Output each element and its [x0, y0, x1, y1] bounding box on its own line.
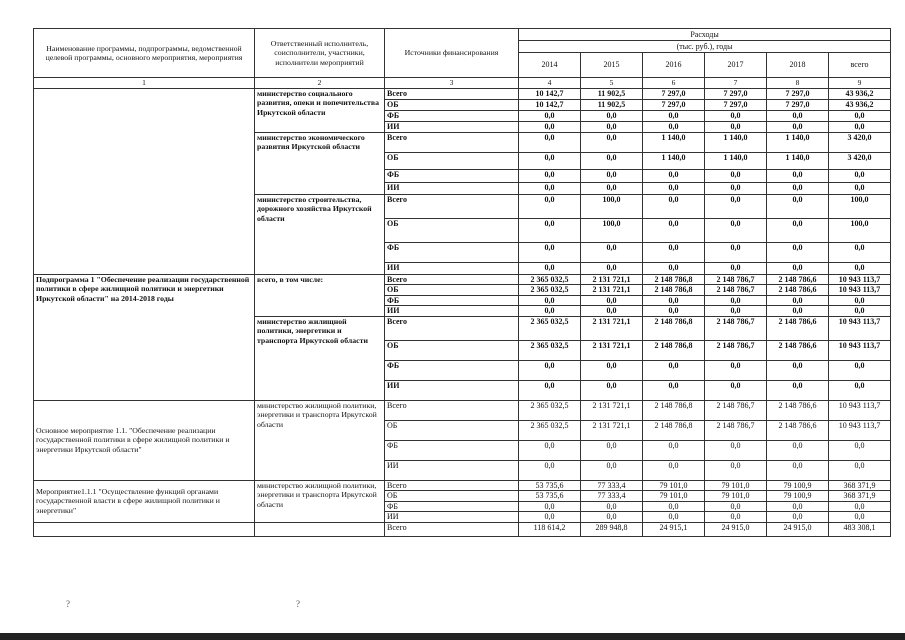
column-index: 6	[643, 78, 705, 89]
funding-source-cell: ИИ	[385, 262, 519, 274]
year-value-cell: 0,0	[705, 182, 767, 194]
year-value-cell: 0,0	[581, 440, 643, 460]
year-value-cell: 0,0	[767, 182, 829, 194]
total-value-cell: 10 943 113,7	[829, 340, 891, 360]
year-value-cell: 0,0	[643, 262, 705, 274]
funding-source-cell: ОБ	[385, 152, 519, 169]
funding-source-cell: ОБ	[385, 491, 519, 502]
year-value-cell: 79 100,9	[767, 480, 829, 491]
total-value-cell: 43 936,2	[829, 99, 891, 110]
total-value-cell: 10 943 113,7	[829, 285, 891, 296]
year-value-cell: 0,0	[643, 501, 705, 512]
year-value-cell: 0,0	[643, 512, 705, 523]
total-value-cell: 0,0	[829, 501, 891, 512]
header-name: Наименование программы, подпрограммы, ведомственной целевой программы, основного мероприятия, мероприятия	[34, 29, 255, 78]
year-value-cell: 7 297,0	[767, 88, 829, 99]
total-value-cell: 0,0	[829, 380, 891, 400]
year-value-cell: 0,0	[767, 360, 829, 380]
table-header	[34, 29, 891, 89]
funding-source-cell: ФБ	[385, 501, 519, 512]
year-value-cell: 0,0	[581, 152, 643, 169]
total-value-cell: 100,0	[829, 218, 891, 242]
year-value-cell: 0,0	[705, 242, 767, 262]
year-value-cell: 0,0	[643, 380, 705, 400]
year-value-cell: 1 140,0	[705, 132, 767, 152]
funding-source-cell: ФБ	[385, 242, 519, 262]
header-year-total: всего	[829, 53, 891, 78]
year-value-cell: 0,0	[767, 460, 829, 480]
funding-source-cell: ОБ	[385, 340, 519, 360]
year-value-cell: 2 148 786,7	[705, 340, 767, 360]
funding-source-cell: ОБ	[385, 420, 519, 440]
table-body	[34, 88, 891, 536]
year-value-cell: 1 140,0	[643, 152, 705, 169]
total-value-cell: 0,0	[829, 306, 891, 317]
year-value-cell: 0,0	[581, 110, 643, 121]
year-value-cell: 0,0	[643, 360, 705, 380]
year-value-cell: 0,0	[581, 132, 643, 152]
funding-source-cell: Всего	[385, 400, 519, 420]
year-value-cell: 0,0	[705, 306, 767, 317]
year-value-cell: 2 148 786,8	[643, 316, 705, 340]
year-value-cell: 2 131 721,1	[581, 420, 643, 440]
year-value-cell: 100,0	[581, 218, 643, 242]
year-value-cell: 0,0	[767, 194, 829, 218]
header-expenses: Расходы	[519, 29, 891, 41]
year-value-cell: 79 101,0	[643, 491, 705, 502]
year-value-cell: 2 148 786,7	[705, 316, 767, 340]
year-value-cell: 2 148 786,6	[767, 316, 829, 340]
year-value-cell: 0,0	[705, 169, 767, 182]
year-value-cell: 2 148 786,6	[767, 420, 829, 440]
year-value-cell: 0,0	[519, 501, 581, 512]
funding-source-cell: ОБ	[385, 285, 519, 296]
year-value-cell: 79 101,0	[643, 480, 705, 491]
year-value-cell: 0,0	[519, 121, 581, 132]
year-value-cell: 289 948,8	[581, 522, 643, 536]
year-value-cell: 10 142,7	[519, 88, 581, 99]
total-value-cell: 3 420,0	[829, 152, 891, 169]
total-value-cell: 100,0	[829, 194, 891, 218]
budget-table	[33, 28, 891, 537]
column-index: 3	[385, 78, 519, 89]
year-value-cell: 0,0	[643, 218, 705, 242]
funding-source-cell: ФБ	[385, 360, 519, 380]
header-units: (тыс. руб.), годы	[519, 41, 891, 53]
year-value-cell: 0,0	[643, 242, 705, 262]
total-value-cell: 0,0	[829, 360, 891, 380]
year-value-cell: 0,0	[519, 360, 581, 380]
executor-cell: министерство экономического развития Иркутской области	[255, 132, 385, 194]
year-value-cell: 2 148 786,6	[767, 340, 829, 360]
year-value-cell: 0,0	[581, 460, 643, 480]
year-value-cell: 2 148 786,6	[767, 274, 829, 285]
executor-cell: министерство жилищной политики, энергетики и транспорта Иркутской области	[255, 400, 385, 480]
year-value-cell: 2 148 786,7	[705, 274, 767, 285]
year-value-cell: 0,0	[767, 121, 829, 132]
total-value-cell: 10 943 113,7	[829, 274, 891, 285]
year-value-cell: 0,0	[581, 121, 643, 132]
column-index: 7	[705, 78, 767, 89]
year-value-cell: 0,0	[643, 110, 705, 121]
funding-source-cell: ИИ	[385, 182, 519, 194]
year-value-cell: 2 148 786,6	[767, 400, 829, 420]
year-value-cell: 2 131 721,1	[581, 340, 643, 360]
year-value-cell: 0,0	[519, 512, 581, 523]
year-value-cell: 2 365 032,5	[519, 316, 581, 340]
year-value-cell: 2 148 786,8	[643, 420, 705, 440]
year-value-cell: 0,0	[519, 218, 581, 242]
year-value-cell: 0,0	[767, 262, 829, 274]
year-value-cell: 2 365 032,5	[519, 400, 581, 420]
year-value-cell: 2 131 721,1	[581, 274, 643, 285]
funding-source-cell: ФБ	[385, 110, 519, 121]
year-value-cell: 0,0	[767, 110, 829, 121]
year-value-cell: 0,0	[643, 182, 705, 194]
total-value-cell: 368 371,9	[829, 491, 891, 502]
total-value-cell: 483 308,1	[829, 522, 891, 536]
footer-mark: ?	[66, 599, 70, 609]
year-value-cell: 11 902,5	[581, 99, 643, 110]
total-value-cell: 0,0	[829, 121, 891, 132]
year-value-cell: 2 365 032,5	[519, 274, 581, 285]
year-value-cell: 0,0	[705, 501, 767, 512]
header-year: 2015	[581, 53, 643, 78]
year-value-cell: 1 140,0	[705, 152, 767, 169]
year-value-cell: 0,0	[705, 380, 767, 400]
year-value-cell: 7 297,0	[643, 88, 705, 99]
year-value-cell: 2 148 786,8	[643, 274, 705, 285]
total-value-cell: 0,0	[829, 512, 891, 523]
year-value-cell: 0,0	[705, 218, 767, 242]
year-value-cell: 0,0	[519, 194, 581, 218]
year-value-cell: 0,0	[519, 460, 581, 480]
year-value-cell: 118 614,2	[519, 522, 581, 536]
year-value-cell: 2 131 721,1	[581, 316, 643, 340]
year-value-cell: 0,0	[519, 152, 581, 169]
year-value-cell: 0,0	[519, 132, 581, 152]
total-value-cell: 0,0	[829, 460, 891, 480]
year-value-cell: 0,0	[519, 182, 581, 194]
year-value-cell: 1 140,0	[767, 152, 829, 169]
year-value-cell: 24 915,1	[643, 522, 705, 536]
year-value-cell: 0,0	[519, 169, 581, 182]
year-value-cell: 11 902,5	[581, 88, 643, 99]
year-value-cell: 0,0	[581, 242, 643, 262]
year-value-cell: 0,0	[581, 306, 643, 317]
year-value-cell: 0,0	[643, 194, 705, 218]
total-value-cell: 0,0	[829, 169, 891, 182]
funding-source-cell: ОБ	[385, 99, 519, 110]
year-value-cell: 2 148 786,7	[705, 420, 767, 440]
scan-edge	[0, 633, 905, 640]
funding-source-cell: ФБ	[385, 440, 519, 460]
year-value-cell: 0,0	[643, 121, 705, 132]
total-value-cell: 0,0	[829, 182, 891, 194]
table-row	[34, 274, 891, 285]
year-value-cell: 2 131 721,1	[581, 400, 643, 420]
year-value-cell: 0,0	[705, 262, 767, 274]
funding-source-cell: ИИ	[385, 380, 519, 400]
executor-cell: министерство жилищной политики, энергетики и транспорта Иркутской области	[255, 316, 385, 400]
year-value-cell: 0,0	[519, 440, 581, 460]
total-value-cell: 10 943 113,7	[829, 316, 891, 340]
year-value-cell: 0,0	[705, 110, 767, 121]
year-value-cell: 2 148 786,8	[643, 340, 705, 360]
year-value-cell: 0,0	[581, 512, 643, 523]
program-name-cell	[34, 522, 255, 536]
total-value-cell: 0,0	[829, 242, 891, 262]
funding-source-cell: ФБ	[385, 295, 519, 306]
program-name-cell: Подпрограмма 1 "Обеспечение реализации государственной политики в сфере жилищной политики и энергетики Иркутской области" на 2014-2018 годы	[34, 274, 255, 400]
year-value-cell: 0,0	[643, 169, 705, 182]
footer-mark: ?	[296, 599, 300, 609]
year-value-cell: 100,0	[581, 194, 643, 218]
year-value-cell: 0,0	[705, 460, 767, 480]
funding-source-cell: Всего	[385, 480, 519, 491]
funding-source-cell: ИИ	[385, 306, 519, 317]
year-value-cell: 0,0	[581, 182, 643, 194]
year-value-cell: 1 140,0	[643, 132, 705, 152]
year-value-cell: 0,0	[767, 440, 829, 460]
total-value-cell: 10 943 113,7	[829, 400, 891, 420]
total-value-cell: 0,0	[829, 295, 891, 306]
year-value-cell: 2 148 786,8	[643, 285, 705, 296]
year-value-cell: 0,0	[705, 295, 767, 306]
year-value-cell: 0,0	[581, 380, 643, 400]
year-value-cell: 10 142,7	[519, 99, 581, 110]
year-value-cell: 2 148 786,7	[705, 400, 767, 420]
column-index: 4	[519, 78, 581, 89]
year-value-cell: 2 365 032,5	[519, 340, 581, 360]
year-value-cell: 0,0	[581, 262, 643, 274]
column-index: 8	[767, 78, 829, 89]
executor-cell	[255, 522, 385, 536]
year-value-cell: 0,0	[519, 262, 581, 274]
year-value-cell: 77 333,4	[581, 480, 643, 491]
executor-cell: министерство социального развития, опеки и попечительства Иркутской области	[255, 88, 385, 132]
year-value-cell: 0,0	[643, 440, 705, 460]
year-value-cell: 77 333,4	[581, 491, 643, 502]
year-value-cell: 2 365 032,5	[519, 285, 581, 296]
column-index: 2	[255, 78, 385, 89]
year-value-cell: 0,0	[705, 194, 767, 218]
executor-cell: всего, в том числе:	[255, 274, 385, 316]
total-value-cell: 0,0	[829, 440, 891, 460]
header-year: 2016	[643, 53, 705, 78]
year-value-cell: 0,0	[767, 501, 829, 512]
table-row	[34, 88, 891, 99]
year-value-cell: 24 915,0	[705, 522, 767, 536]
year-value-cell: 0,0	[519, 306, 581, 317]
year-value-cell: 2 148 786,6	[767, 285, 829, 296]
header-executor: Ответственный исполнитель, соисполнители, участники, исполнители мероприятий	[255, 29, 385, 78]
year-value-cell: 1 140,0	[767, 132, 829, 152]
executor-cell: министерство жилищной политики, энергетики и транспорта Иркутской области	[255, 480, 385, 522]
year-value-cell: 0,0	[705, 360, 767, 380]
year-value-cell: 0,0	[705, 512, 767, 523]
year-value-cell: 0,0	[643, 460, 705, 480]
year-value-cell: 24 915,0	[767, 522, 829, 536]
year-value-cell: 0,0	[581, 169, 643, 182]
year-value-cell: 0,0	[767, 169, 829, 182]
year-value-cell: 0,0	[767, 295, 829, 306]
column-index: 9	[829, 78, 891, 89]
year-value-cell: 0,0	[519, 380, 581, 400]
year-value-cell: 0,0	[519, 295, 581, 306]
funding-source-cell: Всего	[385, 194, 519, 218]
funding-source-cell: Всего	[385, 316, 519, 340]
year-value-cell: 53 735,6	[519, 480, 581, 491]
funding-source-cell: ИИ	[385, 460, 519, 480]
program-name-cell: Мероприятие1.1.1 "Осуществление функций органами государственной власти в сфере жилищной политики и энергетики"	[34, 480, 255, 522]
header-year: 2017	[705, 53, 767, 78]
year-value-cell: 0,0	[767, 306, 829, 317]
funding-source-cell: Всего	[385, 132, 519, 152]
year-value-cell: 2 365 032,5	[519, 420, 581, 440]
year-value-cell: 0,0	[643, 295, 705, 306]
year-value-cell: 0,0	[705, 121, 767, 132]
year-value-cell: 0,0	[767, 512, 829, 523]
funding-source-cell: ИИ	[385, 512, 519, 523]
funding-source-cell: ФБ	[385, 169, 519, 182]
year-value-cell: 0,0	[705, 440, 767, 460]
year-value-cell: 2 148 786,7	[705, 285, 767, 296]
funding-source-cell: Всего	[385, 522, 519, 536]
total-value-cell: 3 420,0	[829, 132, 891, 152]
table-row	[34, 480, 891, 491]
total-value-cell: 368 371,9	[829, 480, 891, 491]
funding-source-cell: ОБ	[385, 218, 519, 242]
table-row	[34, 400, 891, 420]
program-name-cell: Основное мероприятие 1.1. "Обеспечение реализации государственной политики в сфере жилищной политики и энергетики Иркутской области"	[34, 400, 255, 480]
column-index: 1	[34, 78, 255, 89]
year-value-cell: 7 297,0	[767, 99, 829, 110]
year-value-cell: 0,0	[767, 218, 829, 242]
year-value-cell: 7 297,0	[705, 88, 767, 99]
funding-source-cell: ИИ	[385, 121, 519, 132]
header-year: 2018	[767, 53, 829, 78]
executor-cell: министерство строительства, дорожного хозяйства Иркутской области	[255, 194, 385, 274]
total-value-cell: 0,0	[829, 110, 891, 121]
funding-source-cell: Всего	[385, 88, 519, 99]
header-source: Источники финансирования	[385, 29, 519, 78]
total-value-cell: 10 943 113,7	[829, 420, 891, 440]
year-value-cell: 2 148 786,8	[643, 400, 705, 420]
year-value-cell: 0,0	[581, 360, 643, 380]
year-value-cell: 79 101,0	[705, 491, 767, 502]
total-value-cell: 43 936,2	[829, 88, 891, 99]
year-value-cell: 0,0	[581, 501, 643, 512]
year-value-cell: 0,0	[519, 242, 581, 262]
year-value-cell: 7 297,0	[643, 99, 705, 110]
year-value-cell: 0,0	[767, 380, 829, 400]
program-name-cell	[34, 88, 255, 274]
year-value-cell: 2 131 721,1	[581, 285, 643, 296]
header-year: 2014	[519, 53, 581, 78]
year-value-cell: 53 735,6	[519, 491, 581, 502]
table-row	[34, 522, 891, 536]
total-value-cell: 0,0	[829, 262, 891, 274]
year-value-cell: 0,0	[519, 110, 581, 121]
year-value-cell: 7 297,0	[705, 99, 767, 110]
year-value-cell: 0,0	[643, 306, 705, 317]
year-value-cell: 0,0	[767, 242, 829, 262]
year-value-cell: 0,0	[581, 295, 643, 306]
funding-source-cell: Всего	[385, 274, 519, 285]
year-value-cell: 79 100,9	[767, 491, 829, 502]
year-value-cell: 79 101,0	[705, 480, 767, 491]
column-index: 5	[581, 78, 643, 89]
